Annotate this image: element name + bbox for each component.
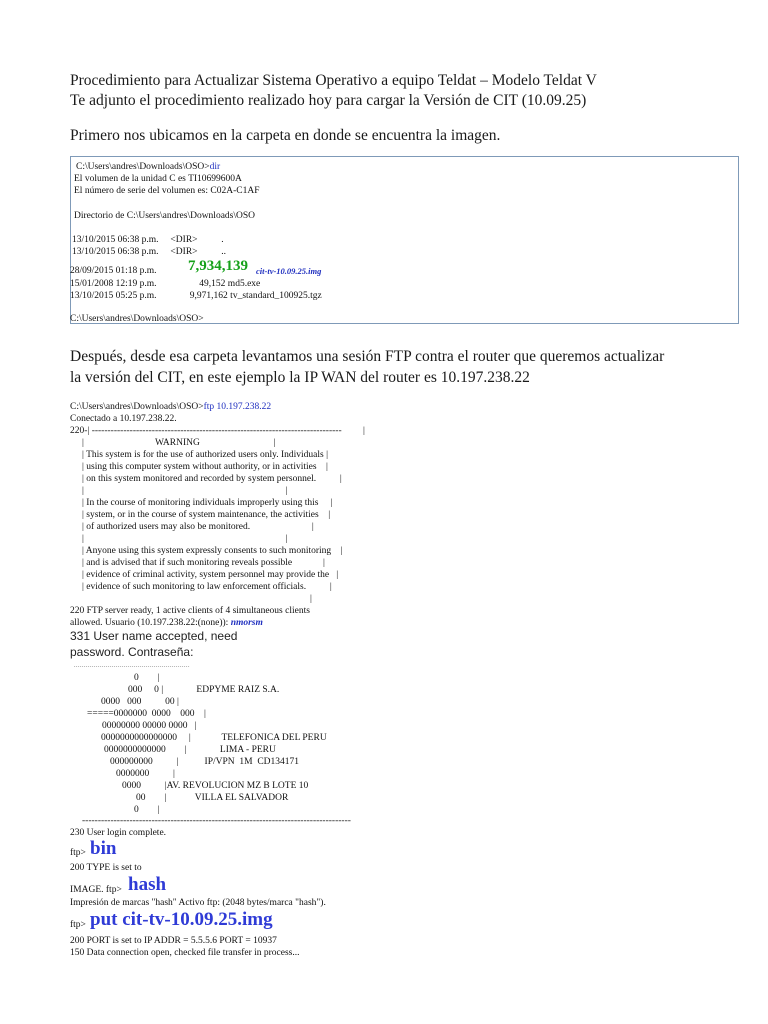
warning-line: | and is advised that if such monitoring reveals possible | [82, 558, 325, 568]
warning-line: | [310, 594, 312, 604]
warning-line: | | [82, 534, 288, 544]
banner-line: 0000000000000000 | TELEFONICA DEL PERU [101, 733, 327, 743]
banner-line: 000000000 | IP/VPN 1M CD134171 [110, 757, 300, 767]
dir-heading: Directorio de C:\Users\andres\Downloads\OSO [74, 211, 255, 221]
dir-row: 13/10/2015 06:38 p.m. <DIR> . [72, 235, 224, 245]
ftp-hash-info: Impresión de marcas "hash" Activo ftp: (2048 bytes/marca "hash"). [70, 898, 326, 908]
ftp-banner-start: 220-| ------------------------------------------------------------------------------- | [70, 426, 365, 436]
dir-row: 13/10/2015 05:25 p.m. 9,971,162 tv_standard_100925.tgz [70, 291, 322, 301]
banner-line: 0000 000 00 | [101, 697, 179, 707]
dir-volume: El volumen de la unidad C es TI10699600A [74, 174, 242, 184]
username-input: nmorsm [230, 618, 263, 628]
ftp-connected: Conectado a 10.197.238.22. [70, 414, 177, 424]
ftp-transfer: 150 Data connection open, checked file transfer in process... [70, 948, 300, 958]
step1-text: Primero nos ubicamos en la carpeta en donde se encuentra la imagen. [70, 127, 501, 144]
banner-line: 00000000 00000 0000 | [102, 721, 197, 731]
warning-line: | | [82, 486, 288, 496]
cmd-put: put cit-tv-10.09.25.img [90, 909, 273, 930]
step2-text-cont: la versión del CIT, en este ejemplo la IP WAN del router es 10.197.238.22 [70, 369, 530, 386]
banner-line: =====0000000 0000 000 | [87, 709, 206, 719]
warning-line: | evidence of such monitoring to law enforcement officials. | [82, 582, 332, 592]
banner-line: 00 | VILLA EL SALVADOR [136, 793, 289, 803]
cmd-bin: bin [90, 838, 117, 859]
ftp-prompt-bin: ftp> [70, 848, 86, 858]
dir-serial: El número de serie del volumen es: C02A-C1AF [74, 186, 260, 196]
ftp-prompt-put: ftp> [70, 920, 86, 930]
ftp-password: password. Contraseña: [70, 645, 194, 659]
ftp-prompt-hash: IMAGE. ftp> [70, 885, 122, 895]
warning-line: | In the course of monitoring individuals improperly using this | [82, 498, 333, 508]
ftp-ready: 220 FTP server ready, 1 active clients of 4 simultaneous clients [70, 606, 310, 616]
warning-line: | Anyone using this system expressly consents to such monitoring | [82, 546, 343, 556]
ftp-user-prompt: allowed. Usuario (10.197.238.22:(none)): nmorsm [70, 618, 263, 628]
image-size: 7,934,139 [188, 258, 248, 274]
ftp-login-complete: 230 User login complete. [70, 828, 167, 838]
dir-row: 15/01/2008 12:19 p.m. 49,152 md5.exe [70, 279, 261, 289]
warning-line: | using this computer system without authority, or in activities | [82, 462, 328, 472]
ftp-331: 331 User name accepted, need [70, 629, 238, 643]
banner-line: 0000 |AV. REVOLUCION MZ B LOTE 10 [122, 781, 309, 791]
warning-line: | This system is for the use of authorized users only. Individuals | [82, 450, 329, 460]
warning-line: | evidence of criminal activity, system personnel may provide the | [82, 570, 339, 580]
banner-divider: ------------------------------------------------------------------------------------- [82, 816, 351, 826]
dir-prompt: C:\Users\andres\Downloads\OSO>dir [76, 162, 221, 172]
image-filename: cit-tv-10.09.25.img [256, 266, 322, 276]
banner-line: 0000000000000 | LIMA - PERU [104, 745, 276, 755]
warning-line: | of authorized users may also be monitored. | [82, 522, 314, 532]
ftp-port: 200 PORT is set to IP ADDR = 5.5.5.6 PORT = 10937 [70, 936, 277, 946]
password-mask: .......................................................... [74, 663, 190, 669]
doc-title: Procedimiento para Actualizar Sistema Operativo a equipo Teldat – Modelo Teldat V [70, 72, 597, 89]
dir-row-image: 28/09/2015 01:18 p.m. [70, 266, 157, 276]
ftp-prompt: C:\Users\andres\Downloads\OSO>ftp 10.197.238.22 [70, 402, 272, 412]
warning-line: | system, or in the course of system maintenance, the activities | [82, 510, 331, 520]
warning-line: | WARNING | [82, 438, 276, 448]
banner-line: 000 0 | EDPYME RAIZ S.A. [128, 685, 280, 695]
banner-line: 0000000 | [116, 769, 175, 779]
banner-line: 0 | [134, 805, 160, 815]
dir-end-prompt: C:\Users\andres\Downloads\OSO> [70, 314, 204, 324]
dir-row: 13/10/2015 06:38 p.m. <DIR> .. [72, 247, 227, 257]
cmd-hash: hash [128, 874, 167, 895]
intro-text: Te adjunto el procedimiento realizado hoy para cargar la Versión de CIT (10.09.25) [70, 92, 587, 109]
step2-text: Después, desde esa carpeta levantamos una sesión FTP contra el router que queremos actualizar [70, 348, 665, 365]
banner-line: 0 | [134, 673, 160, 683]
ftp-type-set: 200 TYPE is set to [70, 863, 142, 873]
warning-line: | on this system monitored and recorded by system personnel. | [82, 474, 342, 484]
